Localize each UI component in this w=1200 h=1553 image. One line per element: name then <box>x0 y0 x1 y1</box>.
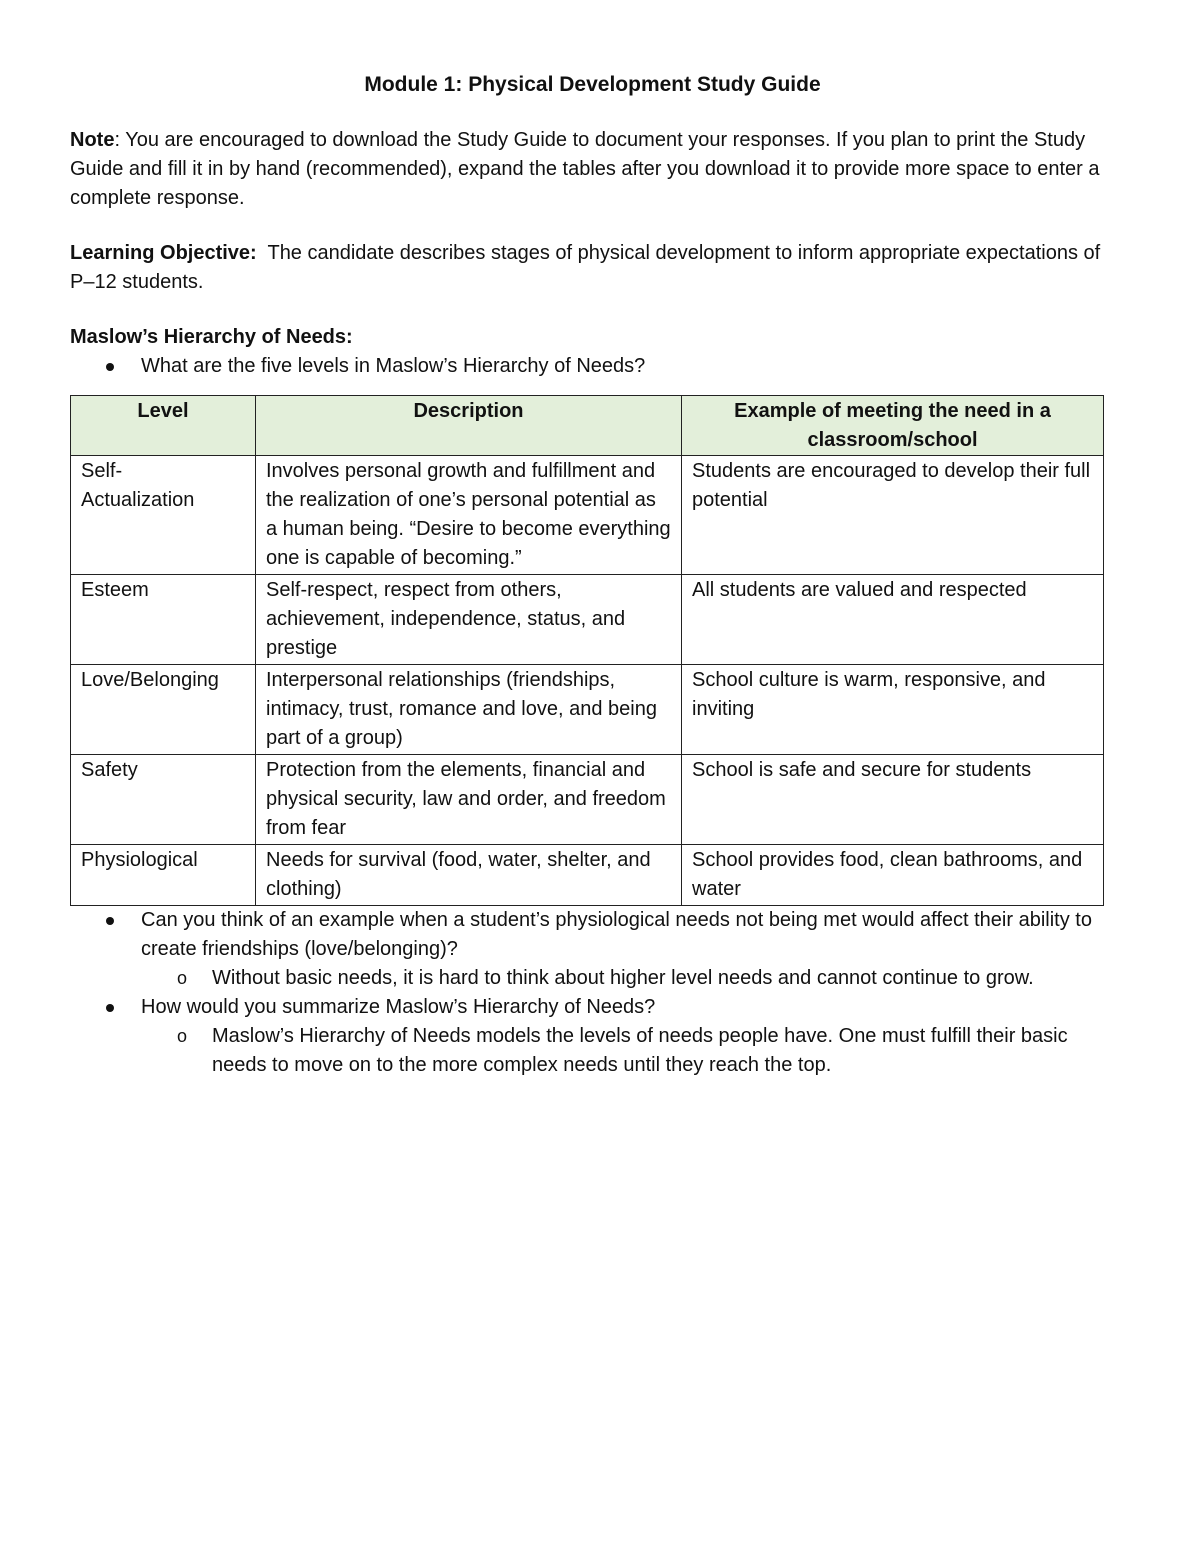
cell-description: Involves personal growth and fulfillment and the realization of one’s personal potential as a human being. “Desire to become everything one is capable of becoming.” <box>256 456 682 575</box>
table-header-row <box>71 396 1104 456</box>
document-page <box>70 70 1115 1080</box>
cell-description: Protection from the elements, financial and physical security, law and order, and freedom from fear <box>256 755 682 845</box>
answer-text: o Maslow’s Hierarchy of Needs models the levels of needs people have. One must fulfill their basic needs to move on to the more complex needs until they reach the top. <box>70 1022 1115 1080</box>
maslow-needs-table <box>70 395 1104 906</box>
learning-objective-text: The candidate describes stages of physical development to inform appropriate expectations of P–12 students. <box>70 242 1106 293</box>
table-row <box>71 575 1104 665</box>
cell-level: Self-Actualization <box>71 456 256 575</box>
note-text: : You are encouraged to download the Study Guide to document your responses. If you plan to print the Study Guide and fill it in by hand (recommended), expand the tables after you download it to provide more space to enter a complete response. <box>70 129 1100 209</box>
cell-level: Esteem <box>71 575 256 665</box>
question-item <box>70 906 1115 993</box>
cell-description: Needs for survival (food, water, shelter, and clothing) <box>256 845 682 906</box>
levels-question-list <box>70 352 1115 381</box>
table-row <box>71 845 1104 906</box>
table-row <box>71 456 1104 575</box>
cell-level: Love/Belonging <box>71 665 256 755</box>
note-label: Note <box>70 129 115 151</box>
cell-example: Students are encouraged to develop their full potential <box>682 456 1104 575</box>
levels-question: What are the five levels in Maslow’s Hierarchy of Needs? <box>70 352 1115 381</box>
cell-example: School provides food, clean bathrooms, and water <box>682 845 1104 906</box>
cell-example: School culture is warm, responsive, and inviting <box>682 665 1104 755</box>
question-text: How would you summarize Maslow’s Hierarchy of Needs? <box>141 996 656 1018</box>
header-example: Example of meeting the need in a classroom/school <box>682 396 1104 456</box>
answer-list <box>141 964 1115 993</box>
table-row <box>71 665 1104 755</box>
learning-objective-paragraph <box>70 239 1115 297</box>
cell-level: Physiological <box>71 845 256 906</box>
reflection-question-list <box>70 906 1115 1080</box>
table-row <box>71 755 1104 845</box>
cell-example: School is safe and secure for students <box>682 755 1104 845</box>
note-paragraph <box>70 126 1115 213</box>
header-description: Description <box>256 396 682 456</box>
header-level: Level <box>71 396 256 456</box>
cell-description: Interpersonal relationships (friendships, intimacy, trust, romance and love, and being part of a group) <box>256 665 682 755</box>
answer-list <box>141 1022 1115 1080</box>
question-item <box>70 993 1115 1080</box>
cell-level: Safety <box>71 755 256 845</box>
question-text: Can you think of an example when a student’s physiological needs not being met would affect their ability to create friendships (love/belonging)? <box>141 909 1092 960</box>
cell-example: All students are valued and respected <box>682 575 1104 665</box>
maslow-heading: Maslow’s Hierarchy of Needs: <box>70 326 353 348</box>
answer-text: o Without basic needs, it is hard to think about higher level needs and cannot continue to grow. <box>70 964 1115 993</box>
learning-objective-label: Learning Objective: <box>70 242 257 264</box>
document-title: Module 1: Physical Development Study Guide <box>364 73 821 96</box>
cell-description: Self-respect, respect from others, achievement, independence, status, and prestige <box>256 575 682 665</box>
